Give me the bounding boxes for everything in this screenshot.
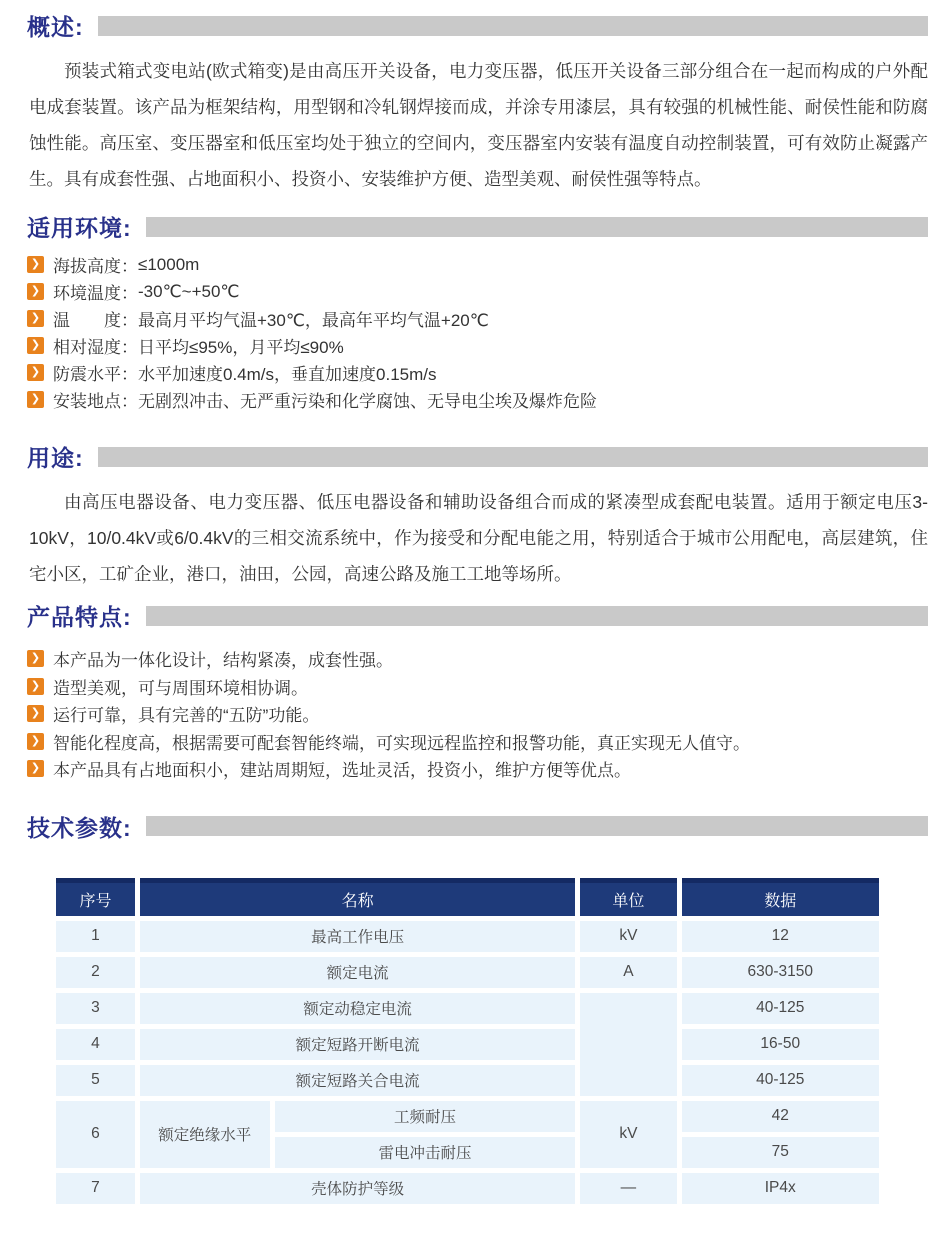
cell-unit-merged [580,993,676,1096]
item-label: 相对湿度： [53,338,138,357]
table-row [56,993,879,1024]
table-row [56,957,879,988]
chevron-right-icon: ❯ [27,678,44,695]
cell-value: 42 [682,1101,879,1132]
cell-no: 3 [56,993,135,1024]
table-header-row [56,878,879,916]
environment-list [27,251,928,413]
cell-value: 12 [682,921,879,952]
chevron-right-icon: ❯ [27,391,44,408]
cell-no: 7 [56,1173,135,1204]
item-value: ≤1000m [138,254,200,274]
header-cell-no: 序号 [56,878,135,916]
list-item [27,645,928,673]
cell-name: 额定短路关合电流 [140,1065,575,1096]
chevron-right-icon: ❯ [27,337,44,354]
cell-name: 额定电流 [140,957,575,988]
usage-paragraph: 由高压电器设备、电力变压器、低压电器设备和辅助设备组合而成的紧凑型成套配电装置。适用于额定电压3-10kV，10/0.4kV或6/0.4kV的三相交流系统中，作为接受和分配电能之用，特别适合于城市公用配电，高层建筑，住宅小区，工矿企业，港口，油田，公园，高速公路及施工工地等场所。 [29,492,928,584]
list-item [27,386,928,413]
cell-value: 40-125 [682,1065,879,1096]
section-title-parameters: 技术参数: [27,814,132,841]
chevron-right-icon: ❯ [27,256,44,273]
cell-no: 1 [56,921,135,952]
list-item [27,700,928,728]
chevron-right-icon: ❯ [27,364,44,381]
section-heading-features [27,602,928,629]
cell-unit: kV [580,921,676,952]
parameters-table [51,873,884,1209]
table-row [56,1101,879,1132]
list-item [27,251,928,278]
features-list [27,645,928,783]
list-item [27,755,928,783]
cell-value: 16-50 [682,1029,879,1060]
table-row [56,1065,879,1096]
item-value: 造型美观，可与周围环境相协调。 [53,678,308,698]
item-value: 运行可靠，具有完善的“五防”功能。 [53,706,320,726]
cell-name: 额定动稳定电流 [140,993,575,1024]
item-value: 本产品具有占地面积小，建站周期短，选址灵活，投资小，维护方便等优点。 [53,761,631,781]
heading-bar [146,816,928,836]
section-heading-overview [27,12,928,39]
item-label: 安装地点： [53,392,138,411]
header-cell-unit: 单位 [580,878,676,916]
heading-bar [146,606,928,626]
item-label: 防震水平： [53,365,138,384]
section-title-overview: 概述: [27,14,84,40]
heading-bar [98,16,928,36]
chevron-right-icon: ❯ [27,310,44,327]
list-item [27,728,928,756]
chevron-right-icon: ❯ [27,760,44,777]
cell-no: 2 [56,957,135,988]
item-label: 温 度： [53,311,138,330]
table-row [56,1029,879,1060]
heading-bar [146,217,928,237]
list-item [27,305,928,332]
item-value: 无剧烈冲击、无严重污染和化学腐蚀、无导电尘埃及爆炸危险 [138,392,597,411]
cell-value: 40-125 [682,993,879,1024]
table-row [56,1173,879,1204]
section-heading-environment [27,213,928,240]
item-value: 本产品为一体化设计，结构紧凑，成套性强。 [53,651,393,671]
overview-paragraph: 预装式箱式变电站(欧式箱变)是由高压开关设备，电力变压器，低压开关设备三部分组合在一起而构成的户外配电成套装置。该产品为框架结构，用型钢和冷轧钢焊接而成，并涂专用漆层，具有较强的机械性能、耐侯性能和防腐蚀性能。高压室、变压器室和低压室均处于独立的空间内，变压器室内安装有温度自动控制装置，可有效防止凝露产生。具有成套性强、占地面积小、投资小、安装维护方便、造型美观、耐侯性强等特点。 [29,61,928,189]
heading-bar [98,447,928,467]
item-value: 最高月平均气温+30℃，最高年平均气温+20℃ [138,311,489,330]
cell-value: 75 [682,1137,879,1168]
item-value: -30℃~+50℃ [138,281,240,301]
cell-value: IP4x [682,1173,879,1204]
section-heading-parameters [27,813,928,840]
list-item [27,278,928,305]
cell-no: 6 [56,1101,135,1168]
item-label: 海拔高度： [53,257,138,276]
header-cell-data: 数据 [682,878,879,916]
chevron-right-icon: ❯ [27,705,44,722]
section-title-environment: 适用环境: [27,215,132,241]
cell-group: 额定绝缘水平 [140,1101,270,1168]
cell-name: 壳体防护等级 [140,1173,575,1204]
cell-name: 最高工作电压 [140,921,575,952]
parameters-table-container [51,873,928,1209]
cell-name: 额定短路开断电流 [140,1029,575,1060]
cell-name: 工频耐压 [275,1101,576,1132]
cell-unit: — [580,1173,676,1204]
list-item [27,332,928,359]
chevron-right-icon: ❯ [27,650,44,667]
item-value: 水平加速度0.4m/s，垂直加速度0.15m/s [138,365,437,384]
cell-no: 4 [56,1029,135,1060]
cell-no: 5 [56,1065,135,1096]
list-item [27,673,928,701]
cell-name: 雷电冲击耐压 [275,1137,576,1168]
section-heading-usage [27,443,928,470]
chevron-right-icon: ❯ [27,283,44,300]
item-value: 日平均≤95%，月平均≤90% [138,338,344,357]
list-item [27,359,928,386]
section-title-usage: 用途: [27,445,84,471]
section-title-features: 产品特点: [27,604,132,630]
table-row [56,921,879,952]
cell-unit: A [580,957,676,988]
cell-unit-merged: kV [580,1101,676,1168]
header-cell-name: 名称 [140,878,575,916]
cell-value: 630-3150 [682,957,879,988]
item-value: 智能化程度高，根据需要可配套智能终端，可实现远程监控和报警功能，真正实现无人值守。 [53,733,750,753]
item-label: 环境温度： [53,284,138,303]
chevron-right-icon: ❯ [27,733,44,750]
